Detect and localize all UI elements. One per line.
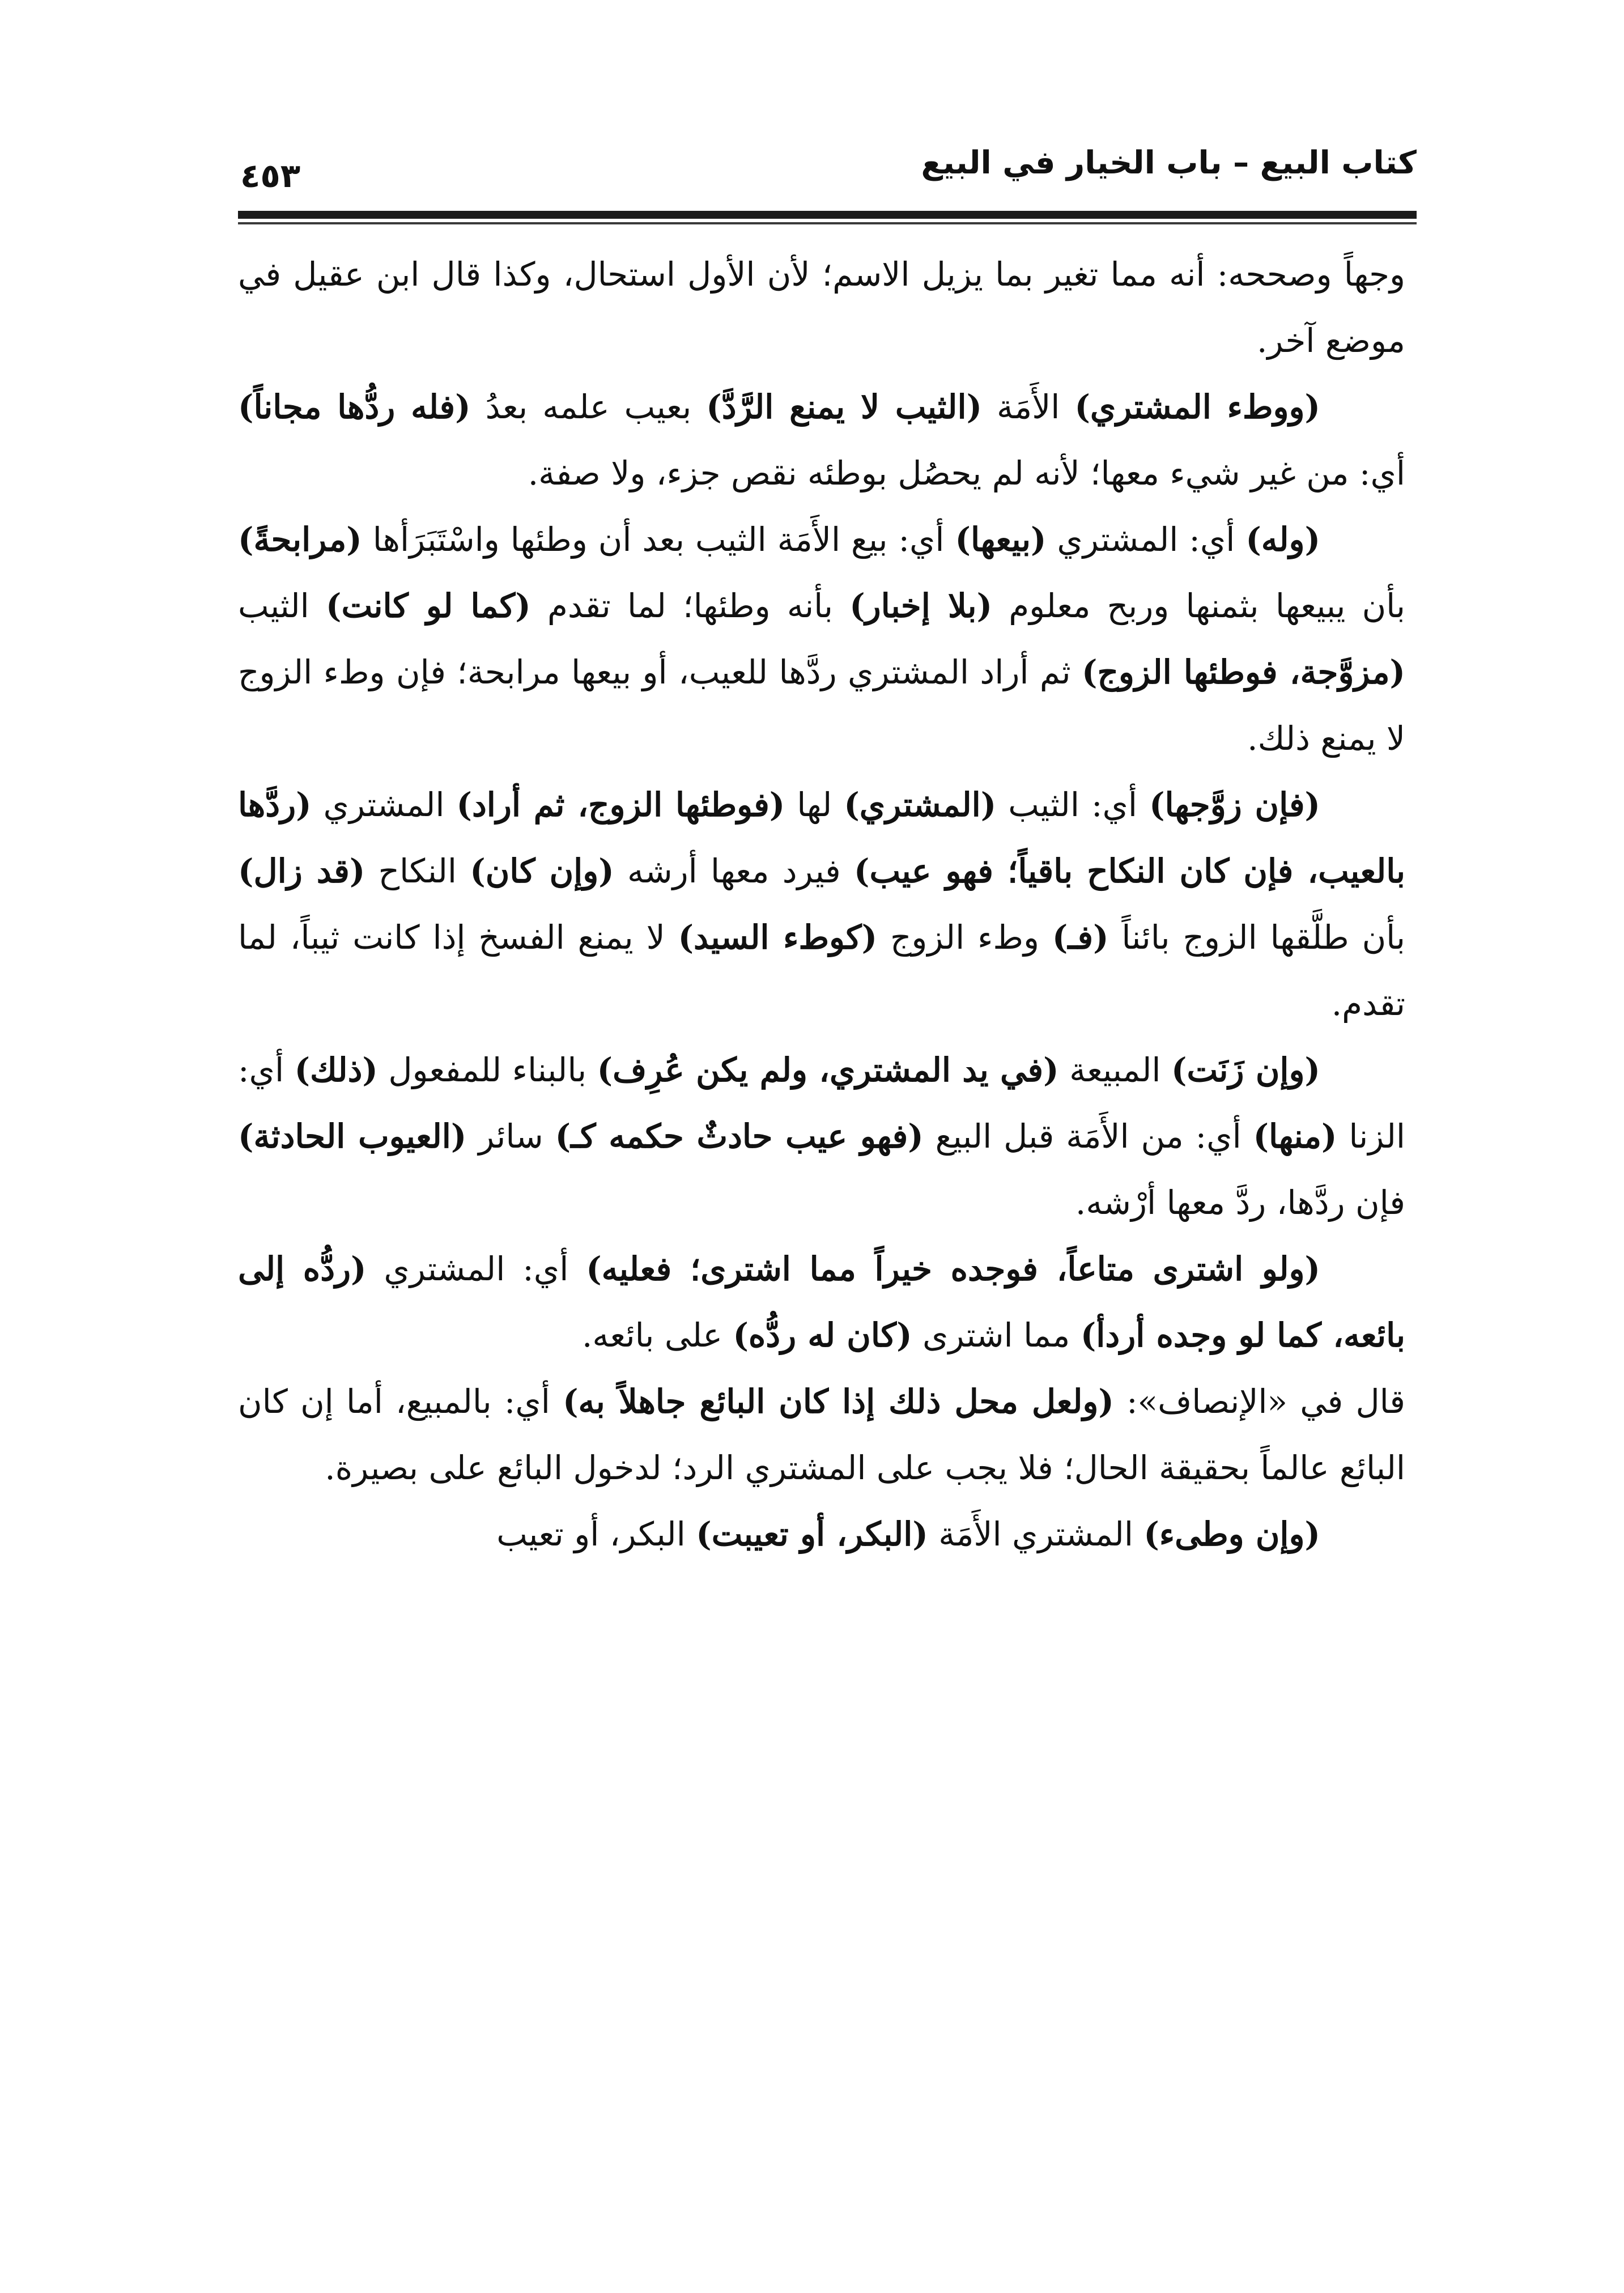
paragraph [238,1037,1405,1236]
matn-text: (فله ردُّها مجاناً) [238,388,471,426]
matn-text: (قد زال) [238,852,365,890]
commentary-text: مما اشترى [912,1316,1081,1354]
matn-text: (البكر، أو تعيبت) [696,1515,928,1553]
commentary-text: أي: المشتري [366,1250,586,1288]
commentary-text: بعيب علمه بعدُ [470,388,707,426]
paragraph [238,507,1405,772]
matn-text: (بلا إخبار) [849,587,993,625]
matn-text: (مزوَّجة، فوطئها الزوج) [1082,653,1405,691]
commentary-text: أي: بيع الأَمَة الثيب بعد أن وطئها واسْتَبَرَأها [362,520,955,559]
matn-text: (فإن زوَّجها) [1149,785,1320,824]
commentary-text: وجهاً وصححه: أنه مما تغير بما يزيل الاسم؛ لأن الأول استحال، وكذا قال ابن عقيل في موضع آخر. [238,255,1405,360]
paragraph [238,772,1405,1037]
matn-text: (ولعل محل ذلك إذا كان البائع جاهلاً به) [563,1382,1114,1421]
matn-text: (كما لو كانت) [326,587,531,625]
commentary-text: بالبناء للمفعول [377,1051,597,1089]
matn-text: (مرابحةً) [238,520,362,559]
commentary-text: أي: الثيب [996,785,1150,824]
paragraph [238,241,1405,374]
matn-text: (فهو عيب حادثٌ حكمه كـ) [555,1117,924,1156]
body-text [238,241,1405,1568]
commentary-text: قال في «الإنصاف»: [1113,1382,1405,1421]
matn-text: (المشتري) [844,785,997,824]
commentary-text: لها [785,785,844,824]
matn-text: (فوطئها الزوج، ثم أراد) [456,785,785,824]
commentary-text: الثيب [238,587,326,625]
commentary-text: أي: المشتري [1046,520,1246,559]
matn-text: (منها) [1253,1117,1337,1156]
matn-text: (بيعها) [955,520,1047,559]
paragraph [238,1236,1405,1369]
commentary-text: ثم أراد المشتري ردَّها للعيب، أو بيعها مرابحة؛ فإن وطء الزوج لا يمنع ذلك. [238,653,1405,758]
commentary-text: بأنه وطئها؛ لما تقدم [530,587,850,625]
matn-text: (ولو اشترى متاعاً، فوجده خيراً مما اشترى؛ فعليه) [586,1250,1320,1288]
commentary-text: على بائعه. [581,1316,733,1354]
running-header [238,141,1417,214]
commentary-text: النكاح [365,852,470,890]
matn-text: (وإن وطىء) [1143,1515,1320,1553]
commentary-text: أي: من غير شيء معها؛ لأنه لم يحصُل بوطئه نقص جزء، ولا صفة. [528,454,1405,492]
page-number: ٤٥٣ [240,156,301,195]
matn-text: (وإن زَنَت) [1171,1051,1320,1089]
commentary-text: البكر، أو تعيب [496,1515,696,1553]
matn-text: (ردَّها بالعيب، فإن كان النكاح باقياً؛ فهو عيب) [238,785,1406,890]
commentary-text: أي: الزنا [238,1051,1405,1156]
commentary-text: بأن طلَّقها الزوج بائناً [1108,918,1405,957]
matn-text: (ذلك) [294,1051,378,1089]
commentary-text: أي: بالمبيع، أما إن كان البائع عالماً بحقيقة الحال؛ فلا يجب على المشتري الرد؛ لدخول البائع على بصيرة. [238,1382,1405,1487]
matn-text: (وإن كان) [470,852,614,890]
matn-text: (كان له ردُّه) [733,1316,912,1354]
commentary-text: بأن يبيعها بثمنها وربح معلوم [992,587,1406,625]
matn-text: (في يد المشتري، ولم يكن عُرِف) [597,1051,1059,1089]
header-rule-thin [238,222,1417,224]
paragraph [238,374,1405,507]
header-title: كتاب البيع – باب الخيار في البيع [921,145,1417,181]
matn-text: (العيوب الحادثة) [238,1117,467,1156]
header-rule [238,211,1417,219]
commentary-text: المبيعة [1058,1051,1172,1089]
matn-text: (الثيب لا يمنع الرَّدَّ) [706,388,983,426]
matn-text: (فـ) [1052,918,1109,957]
commentary-text: فيرد معها أرشه [614,852,854,890]
commentary-text: الأَمَة [982,388,1075,426]
commentary-text: المشتري [311,785,457,824]
commentary-text: فإن ردَّها، ردَّ معها أرْشه. [1075,1183,1405,1222]
commentary-text: وطء الزوج [877,918,1052,957]
matn-text: (وله) [1245,520,1321,559]
commentary-text: المشتري الأَمَة [928,1515,1144,1553]
matn-text: (ردُّه إلى بائعه، كما لو وجده أردأ) [238,1250,1405,1354]
commentary-text: سائر [466,1117,555,1156]
paragraph [238,1369,1405,1501]
matn-text: (ووطء المشتري) [1074,388,1320,426]
commentary-text: أي: من الأَمَة قبل البيع [923,1117,1253,1156]
matn-text: (كوطء السيد) [678,918,878,957]
paragraph [238,1501,1405,1568]
commentary-text: لا يمنع الفسخ إذا كانت ثيباً، لما تقدم. [238,918,1405,1023]
